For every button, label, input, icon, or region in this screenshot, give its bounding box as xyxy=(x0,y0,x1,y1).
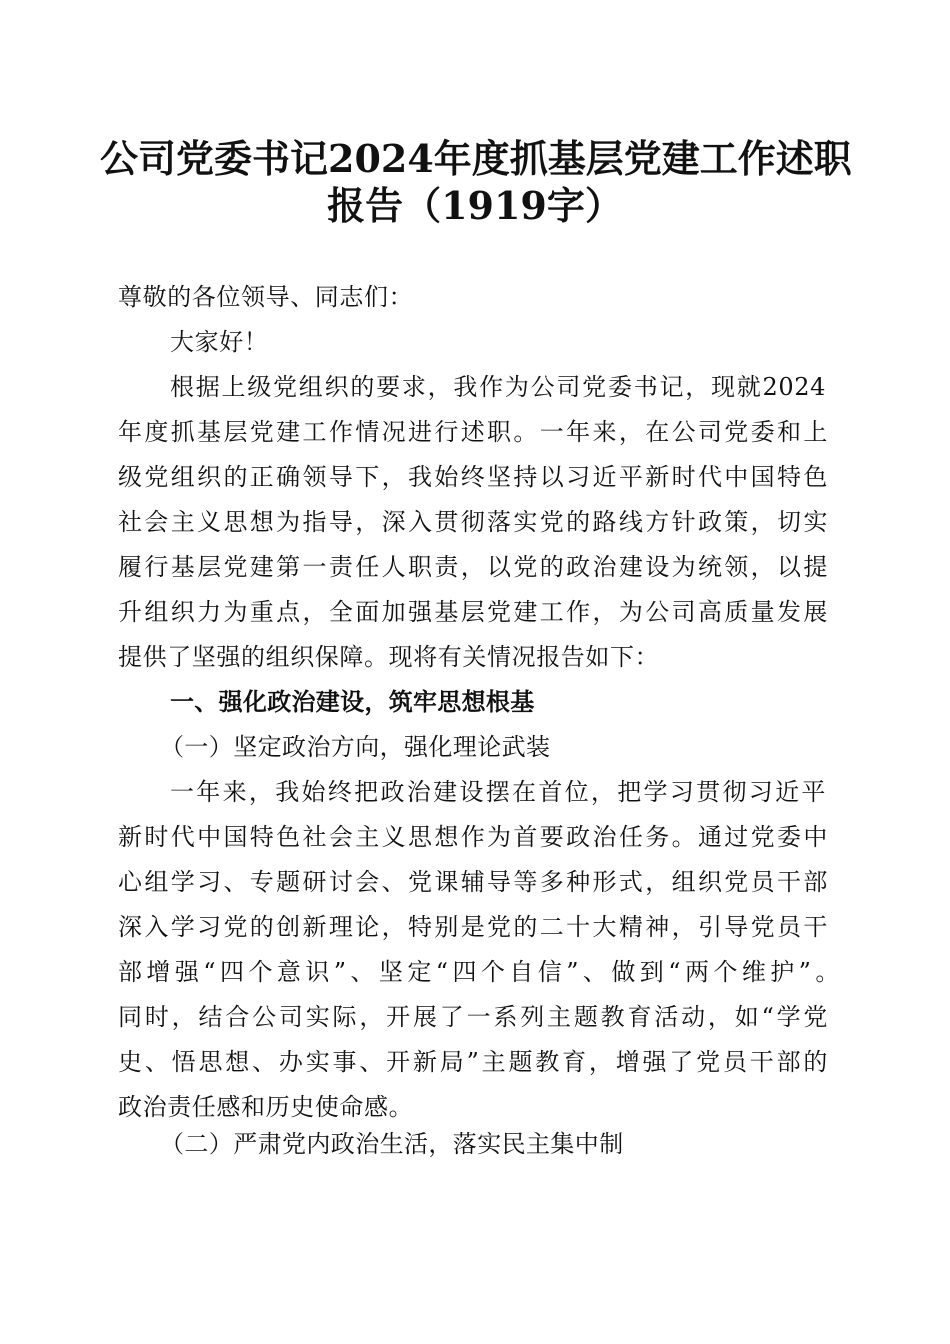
subsection-heading-1: （一）坚定政治方向，强化理论武装 xyxy=(160,733,551,761)
intro-paragraph-line: 履行基层党建第一责任人职责，以党的政治建设为统领，以提 xyxy=(118,553,828,581)
subsection-paragraph-line: 深入学习党的创新理论，特别是党的二十大精神，引导党员干 xyxy=(118,913,828,941)
section-heading-1: 一、强化政治建设，筑牢思想根基 xyxy=(170,688,535,716)
subsection-paragraph-line: 史、悟思想、办实事、开新局”主题教育，增强了党员干部的 xyxy=(118,1048,828,1076)
subsection-paragraph-line: 同时，结合公司实际，开展了一系列主题教育活动，如“学党 xyxy=(118,1003,828,1031)
document-title-line-2: 报告（1919字） xyxy=(327,183,623,228)
intro-paragraph-line: 提供了坚强的组织保障。现将有关情况报告如下： xyxy=(118,643,660,671)
subsection-heading-2: （二）严肃党内政治生活，落实民主集中制 xyxy=(160,1130,624,1158)
subsection-paragraph-line: 部增强“四个意识”、坚定“四个自信”、做到“两个维护”。 xyxy=(118,958,840,986)
subsection-paragraph-line: 一年来，我始终把政治建设摆在首位，把学习贯彻习近平 xyxy=(170,778,826,806)
intro-paragraph-line: 升组织力为重点，全面加强基层党建工作，为公司高质量发展 xyxy=(118,598,828,626)
intro-paragraph-line: 级党组织的正确领导下，我始终坚持以习近平新时代中国特色 xyxy=(118,463,828,491)
greeting: 大家好！ xyxy=(170,328,269,356)
intro-paragraph-line: 根据上级党组织的要求，我作为公司党委书记，现就2024 xyxy=(170,373,826,401)
intro-paragraph-line: 年度抓基层党建工作情况进行述职。一年来，在公司党委和上 xyxy=(118,418,828,446)
subsection-paragraph-line: 心组学习、专题研讨会、党课辅导等多种形式，组织党员干部 xyxy=(118,868,828,896)
subsection-paragraph-line: 新时代中国特色社会主义思想作为首要政治任务。通过党委中 xyxy=(118,823,828,851)
document-title-line-1: 公司党委书记2024年度抓基层党建工作述职 xyxy=(100,136,852,181)
intro-paragraph-line: 社会主义思想为指导，深入贯彻落实党的路线方针政策，切实 xyxy=(118,508,828,536)
subsection-paragraph-line: 政治责任感和历史使命感。 xyxy=(118,1093,414,1121)
salutation: 尊敬的各位领导、同志们： xyxy=(118,283,414,311)
